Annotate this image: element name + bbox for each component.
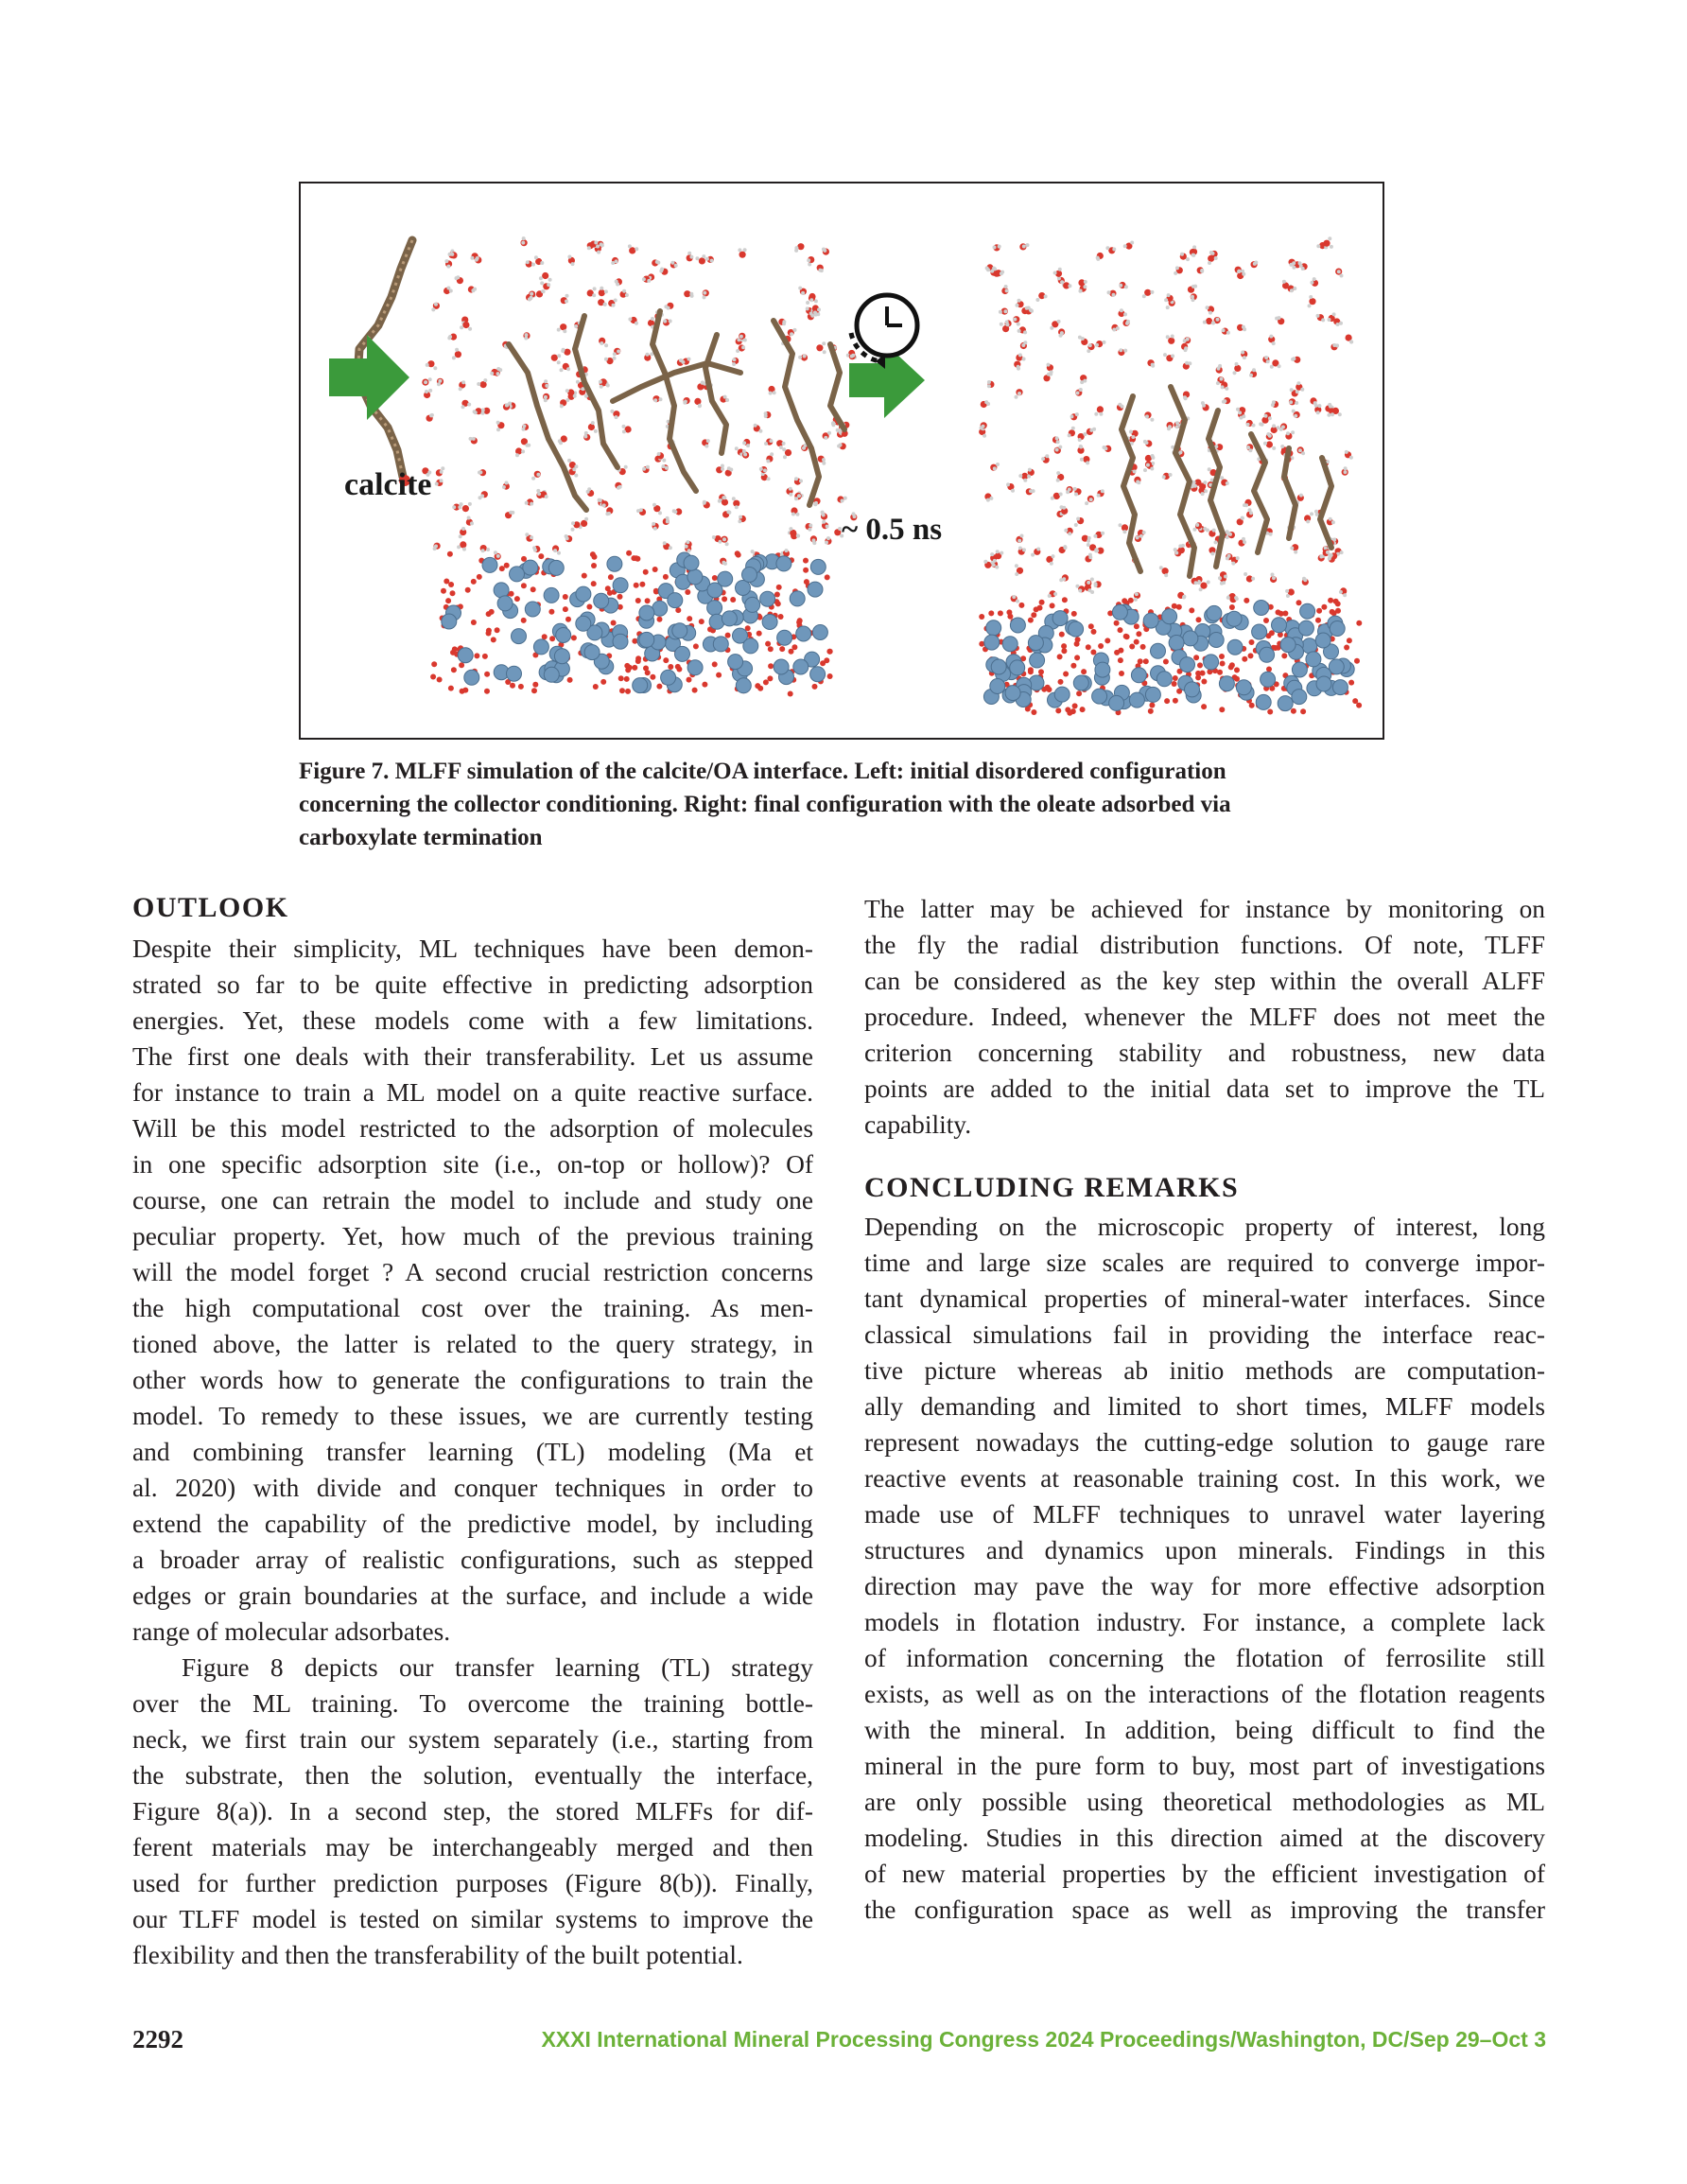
arrow-left: [329, 335, 409, 420]
caption-line: carboxylate termination: [299, 825, 543, 850]
outlook-line: over the ML training. To overcome the training bottle-: [132, 1689, 813, 1718]
calcite-slab-right: [979, 597, 1362, 716]
concluding-line: direction may pave the way for more effective adsorption: [864, 1572, 1545, 1600]
concluding-line: exists, as well as on the interactions of the flotation reagents: [864, 1680, 1545, 1708]
caption-line: Figure 7. MLFF simulation of the calcite/OA interface. Left: initial disordered configuration: [299, 759, 1226, 784]
concluding-line: made use of MLFF techniques to unravel water layering: [864, 1500, 1545, 1529]
concluding-line: ally demanding and limited to short times, MLFF models: [864, 1392, 1545, 1421]
outlook-line: The first one deals with their transferability. Let us assume: [132, 1042, 813, 1071]
outlook-line: ferent materials may be interchangeably merged and then: [132, 1833, 813, 1861]
outlook-line: neck, we first train our system separately (i.e., starting from: [132, 1725, 813, 1754]
concluding-line: represent nowadays the cutting-edge solution to gauge rare: [864, 1428, 1545, 1457]
figure-7: [299, 182, 1384, 740]
right-top-line: points are added to the initial data set to improve the TL: [864, 1075, 1545, 1103]
outlook-line: the substrate, then the solution, eventually the interface,: [132, 1761, 813, 1790]
figure-caption: [299, 755, 1384, 854]
left-column: [132, 889, 813, 1973]
outlook-line: al. 2020) with divide and conquer techniques in order to: [132, 1474, 813, 1502]
outlook-line: Figure 8(a)). In a second step, the stored MLFFs for dif-: [132, 1797, 813, 1826]
right-column: [864, 891, 1545, 1928]
outlook-line: the high computational cost over the training. As men-: [132, 1294, 813, 1322]
outlook-line: for instance to train a ML model on a quite reactive surface.: [132, 1078, 813, 1107]
outlook-line: tioned above, the latter is related to the query strategy, in: [132, 1330, 813, 1358]
outlook-heading: OUTLOOK: [132, 892, 289, 923]
outlook-line: range of molecular adsorbates.: [132, 1617, 451, 1646]
concluding-line: of new material properties by the efficient investigation of: [864, 1860, 1545, 1888]
concluding-line: of information concerning the flotation of ferrosilite still: [864, 1644, 1545, 1672]
concluding-line: time and large size scales are required to converge impor-: [864, 1249, 1545, 1277]
outlook-line: and combining transfer learning (TL) modeling (Ma et: [132, 1438, 813, 1466]
caption-line: concerning the collector conditioning. Right: final configuration with the oleate adsorbed via: [299, 792, 1231, 817]
outlook-line: strated so far to be quite effective in predicting adsorption: [132, 970, 813, 999]
outlook-line: Despite their simplicity, ML techniques have been demon-: [132, 935, 813, 963]
outlook-line: Will be this model restricted to the adsorption of molecules: [132, 1114, 813, 1143]
time-label: ~ 0.5 ns: [842, 513, 943, 547]
concluding-line: tive picture whereas ab initio methods are computation-: [864, 1356, 1545, 1385]
outlook-line: used for further prediction purposes (Figure 8(b)). Finally,: [132, 1869, 813, 1897]
concluding-line: with the mineral. In addition, being difficult to find the: [864, 1716, 1545, 1744]
concluding-line: modeling. Studies in this direction aimed at the discovery: [864, 1824, 1545, 1852]
concluding-line: Depending on the microscopic property of interest, long: [864, 1213, 1545, 1241]
outlook-line: course, one can retrain the model to include and study one: [132, 1186, 813, 1214]
page-number: 2292: [132, 2025, 183, 2053]
right-top-line: can be considered as the key step within the overall ALFF: [864, 967, 1545, 995]
concluding-line: mineral in the pure form to buy, most part of investigations: [864, 1752, 1545, 1780]
oleate-chains-left: [509, 311, 844, 510]
outlook-line: other words how to generate the configurations to train the: [132, 1366, 813, 1394]
concluding-line: models in flotation industry. For instance, a complete lack: [864, 1608, 1545, 1636]
concluding-line: the configuration space as well as improving the transfer: [864, 1896, 1545, 1924]
outlook-line: edges or grain boundaries at the surface, and include a wide: [132, 1581, 813, 1610]
outlook-line: model. To remedy to these issues, we are currently testing: [132, 1402, 813, 1430]
outlook-line: energies. Yet, these models come with a few limitations.: [132, 1006, 813, 1035]
outlook-line: flexibility and then the transferability of the built potential.: [132, 1941, 743, 1969]
page-footer: [132, 2025, 1546, 2063]
calcite-label: calcite: [344, 467, 432, 502]
outlook-line: will the model forget ? A second crucial restriction concerns: [132, 1258, 813, 1286]
outlook-line: in one specific adsorption site (i.e., on-top or hollow)? Of: [132, 1150, 813, 1179]
right-top-line: the fly the radial distribution functions. Of note, TLFF: [864, 931, 1545, 959]
right-top-line: capability.: [864, 1110, 972, 1139]
outlook-line: a broader array of realistic configurations, such as stepped: [132, 1546, 813, 1574]
concluding-line: tant dynamical properties of mineral-water interfaces. Since: [864, 1284, 1545, 1313]
outlook-line: Figure 8 depicts our transfer learning (TL) strategy: [182, 1653, 813, 1682]
calcite-slab-left: [430, 550, 833, 697]
concluding-line: reactive events at reasonable training cost. In this work, we: [864, 1464, 1545, 1493]
right-top-line: criterion concerning stability and robustness, new data: [864, 1039, 1545, 1067]
right-top-line: The latter may be achieved for instance by monitoring on: [864, 895, 1545, 923]
outlook-line: peculiar property. Yet, how much of the previous training: [132, 1222, 813, 1250]
concluding-line: are only possible using theoretical methodologies as ML: [864, 1788, 1545, 1816]
right-top-line: procedure. Indeed, whenever the MLFF does not meet the: [864, 1003, 1545, 1031]
outlook-line: our TLFF model is tested on similar systems to improve the: [132, 1905, 813, 1933]
concluding-line: classical simulations fail in providing the interface reac-: [864, 1320, 1545, 1349]
concluding-heading: CONCLUDING REMARKS: [864, 1172, 1240, 1203]
journal-reference: XXXI International Mineral Processing Congress 2024 Proceedings/Washington, DC/Sep 29–Oct 3: [541, 2027, 1546, 2052]
water-molecules-right: [979, 236, 1353, 603]
concluding-line: structures and dynamics upon minerals. Findings in this: [864, 1536, 1545, 1564]
outlook-line: extend the capability of the predictive model, by including: [132, 1510, 813, 1538]
clock-icon: [851, 295, 917, 369]
figure-7-illustration: [301, 183, 1383, 738]
